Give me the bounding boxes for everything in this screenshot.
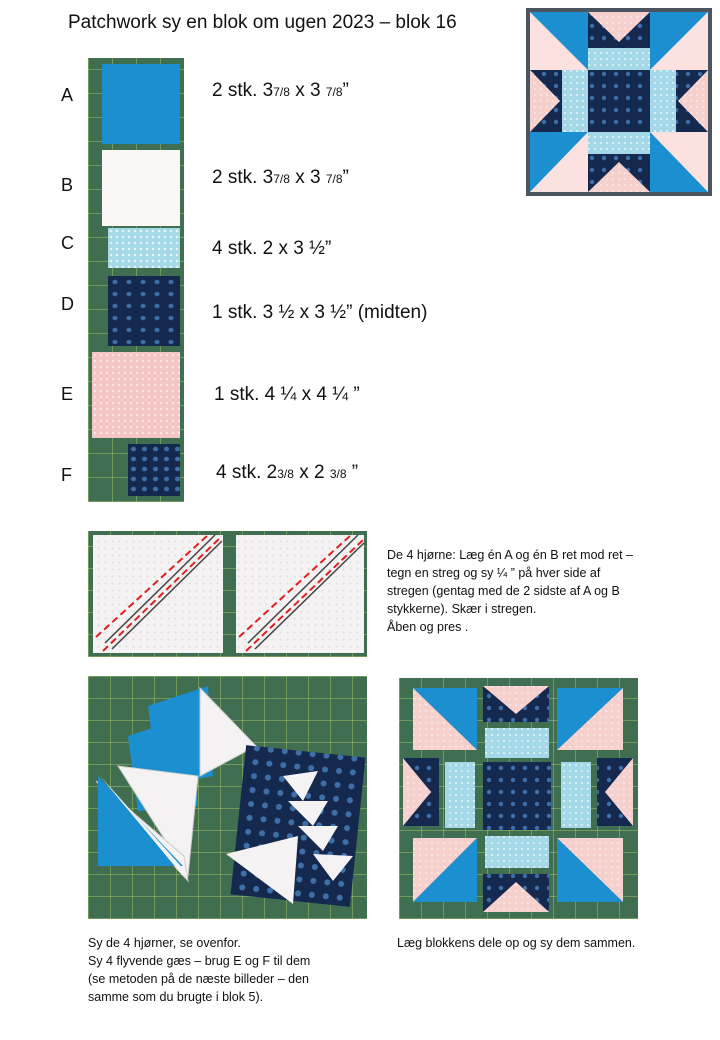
label-d: D — [61, 294, 74, 314]
corners-instructions: De 4 hjørne: Læg én A og én B ret mod ret – tegn en streg og sy ¼ ” på hver side af stregen (gentag med de 2 sidste af A og B stykkerne). Skær i stregen. Åben og pres . — [387, 548, 633, 634]
label-a: A — [61, 85, 74, 105]
label-c: C — [61, 233, 74, 253]
page-title: Patchwork sy en blok om ugen 2023 – blok 16 — [68, 12, 457, 33]
fabric-e-pink — [92, 352, 180, 438]
label-e: E — [61, 384, 74, 404]
spec-c: 4 stk. 2 x 3 ½” — [212, 238, 332, 259]
fabric-pieces-photo — [88, 58, 184, 502]
fabric-c-light-blue — [108, 228, 180, 268]
spec-f: 4 stk. 23/8 x 2 3/8 ” — [216, 462, 359, 483]
layout-photo — [399, 678, 638, 919]
spec-d: 1 stk. 3 ½ x 3 ½” (midten) — [212, 302, 428, 323]
corner-squares-photo — [88, 531, 367, 657]
label-b: B — [61, 175, 74, 195]
fabric-a-turquoise — [102, 64, 180, 144]
sew-instructions: Sy de 4 hjørner, se ovenfor. Sy 4 flyvende gæs – brug E og F til dem (se metoden på de næste billeder – den samme som du brugte i blok 5). — [88, 936, 311, 1004]
fabric-b-white — [102, 150, 180, 226]
finished-block-photo — [526, 8, 712, 196]
fabric-f-navy — [128, 444, 180, 496]
assemble-caption: Læg blokkens dele op og sy dem sammen. — [397, 936, 636, 950]
spec-b: 2 stk. 37/8 x 3 7/8” — [212, 167, 349, 188]
spec-e: 1 stk. 4 ¼ x 4 ¼ ” — [214, 384, 360, 405]
triangles-photo — [88, 676, 367, 919]
spec-a: 2 stk. 37/8 x 3 7/8” — [212, 80, 349, 101]
fabric-d-navy — [108, 276, 180, 346]
label-f: F — [61, 465, 72, 485]
